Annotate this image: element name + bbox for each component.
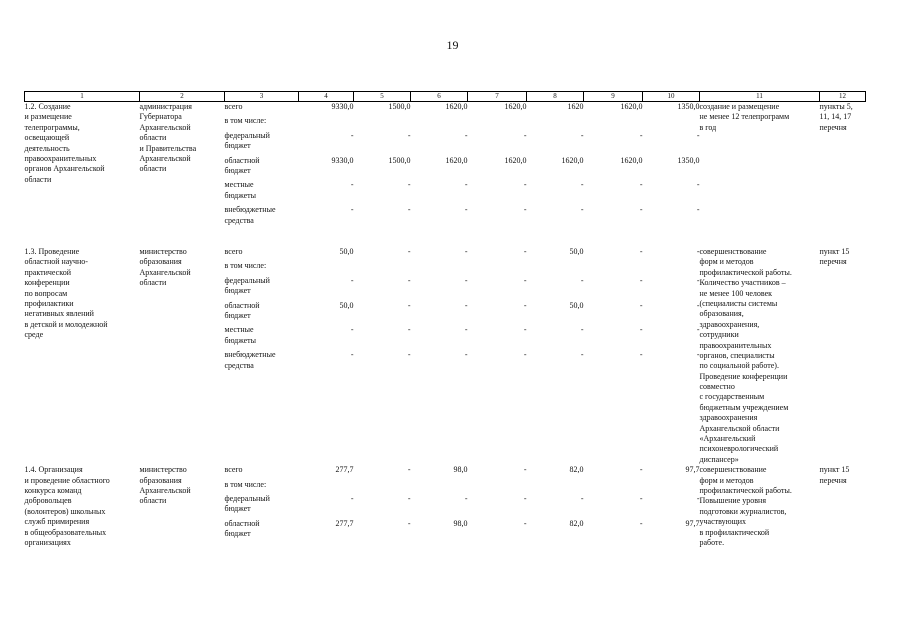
measure-cell-line: 1.2. Создание — [24, 102, 71, 111]
amount-value: 1500,0 — [388, 155, 411, 165]
amount-value — [468, 116, 527, 126]
measure-cell-line: по вопросам — [24, 288, 68, 298]
amount-value: - — [407, 350, 411, 360]
expected-result-cell-line: психоневрологический — [699, 444, 779, 454]
measure-cell-line: в детской и молодежной — [24, 319, 108, 329]
reference-cell-line: пункт 15 — [819, 247, 850, 256]
measure-cell — [25, 247, 140, 465]
amount-value — [584, 116, 643, 126]
funding-source-label: средства — [224, 215, 254, 225]
amount-cell — [411, 102, 468, 248]
amount-value: - — [464, 205, 468, 215]
expected-result-cell-line: здравоохранения — [699, 413, 758, 423]
column-number: 9 — [584, 92, 643, 102]
program-table — [24, 91, 866, 575]
expected-result-cell-line: не менее 100 человек — [699, 288, 773, 298]
funding-source-label: местные — [224, 325, 254, 335]
funding-source — [225, 116, 299, 126]
column-number: 4 — [299, 92, 354, 102]
executor-cell-line: области — [139, 164, 167, 174]
executor-cell-line: области — [139, 496, 167, 506]
amount-value — [584, 480, 643, 490]
amount-value — [299, 261, 354, 271]
amount-value: 98,0 — [453, 465, 468, 475]
funding-source — [225, 131, 299, 152]
amount-value: - — [580, 205, 584, 215]
expected-result-cell-line: Повышение уровня — [699, 496, 766, 506]
amount-value: - — [639, 130, 643, 140]
measure-cell-line: правоохранительных — [24, 153, 97, 163]
amount-value — [299, 480, 354, 490]
amount-value: - — [696, 205, 700, 215]
measure-cell-line: 1.3. Проведение — [24, 247, 80, 256]
amount-value: - — [407, 130, 411, 140]
measure-cell — [25, 465, 140, 575]
funding-source-cell — [225, 247, 299, 465]
expected-result-cell-line: Архангельской области — [699, 423, 780, 433]
amount-value: - — [407, 205, 411, 215]
amount-value: - — [407, 493, 411, 503]
amount-value: - — [523, 325, 527, 335]
amount-value: 1620 — [567, 102, 584, 111]
reference-cell-line: 11, 14, 17 — [819, 112, 852, 122]
amount-value: - — [639, 180, 643, 190]
measure-cell-line: деятельность — [24, 143, 70, 153]
amount-value: - — [696, 493, 700, 503]
measure-cell-line: конкурса команд — [24, 485, 82, 495]
expected-result-cell — [700, 247, 820, 465]
funding-source — [225, 325, 299, 346]
amount-cell — [643, 465, 700, 575]
executor-cell-line: Архангельской — [139, 122, 191, 132]
amount-cell — [354, 102, 411, 248]
amount-value: - — [696, 325, 700, 335]
amount-value: - — [350, 180, 354, 190]
expected-result-cell-line: диспансер» — [699, 454, 739, 464]
column-number: 11 — [700, 92, 820, 102]
amount-value: - — [639, 518, 643, 528]
funding-source — [225, 261, 299, 271]
measure-cell-line: 1.4. Организация — [24, 465, 83, 475]
amount-value: - — [350, 205, 354, 215]
amount-value: - — [639, 300, 643, 310]
funding-source-label: в том числе: — [224, 479, 267, 489]
amount-value: - — [407, 180, 411, 190]
amount-value: - — [407, 518, 411, 528]
funding-source-label: бюджеты — [224, 190, 257, 200]
reference-cell — [820, 102, 866, 248]
amount-value: - — [464, 300, 468, 310]
funding-source-label: всего — [224, 247, 243, 256]
amount-value: - — [580, 493, 584, 503]
expected-result-cell-line: совместно — [699, 382, 735, 392]
amount-value: - — [350, 493, 354, 503]
reference-cell-line: пункт 15 — [819, 465, 850, 475]
amount-value — [643, 480, 700, 490]
amount-value — [411, 480, 468, 490]
executor-cell — [140, 102, 225, 248]
funding-source-label: областной — [224, 518, 260, 528]
measure-cell-line: освещающей — [24, 133, 70, 143]
executor-cell-line: администрация — [139, 102, 192, 111]
expected-result-cell-line: работе. — [699, 537, 725, 547]
executor-cell-line: области — [139, 133, 167, 143]
amount-cell — [411, 247, 468, 465]
funding-source — [225, 494, 299, 515]
amount-value: - — [464, 130, 468, 140]
amount-value: 1620,0 — [561, 155, 584, 165]
measure-cell-line: негативных явлений — [24, 309, 94, 319]
amount-value: - — [464, 275, 468, 285]
executor-cell-line: области — [139, 278, 167, 288]
amount-value: 1620,0 — [445, 155, 468, 165]
funding-source-label: внебюджетные — [224, 350, 276, 360]
measure-cell-line: и проведение областного — [24, 475, 110, 485]
expected-result-cell — [700, 102, 820, 248]
funding-source-label: бюджет — [224, 529, 251, 539]
expected-result-cell — [700, 465, 820, 575]
amount-value: 1620,0 — [504, 155, 527, 165]
measure-cell-line: органов Архангельской — [24, 164, 105, 174]
funding-source-label: областной — [224, 155, 260, 165]
measure-cell-line: областной научно- — [24, 257, 88, 267]
measure-cell-line: служб примирения — [24, 517, 90, 527]
executor-cell-line: Архангельской — [139, 153, 191, 163]
expected-result-cell-line: органов, специалисты — [699, 350, 775, 360]
amount-cell — [584, 247, 643, 465]
column-number: 12 — [820, 92, 866, 102]
amount-value — [354, 261, 411, 271]
amount-value: - — [523, 518, 527, 528]
reference-cell-line: пункты 5, — [819, 102, 853, 111]
expected-result-cell-line: (специалисты системы — [699, 298, 778, 308]
expected-result-cell-line: Количество участников – — [699, 278, 786, 288]
amount-value: - — [696, 350, 700, 360]
expected-result-cell-line: создание и размещение — [699, 102, 780, 111]
amount-value: 50,0 — [569, 300, 584, 310]
expected-result-cell-line: правоохранительных — [699, 340, 772, 350]
column-number-row — [25, 92, 866, 102]
amount-value: - — [696, 300, 700, 310]
amount-cell — [527, 102, 584, 248]
reference-cell — [820, 247, 866, 465]
amount-value: 50,0 — [339, 300, 354, 310]
amount-value: 1620,0 — [445, 102, 468, 111]
executor-cell — [140, 247, 225, 465]
funding-source — [225, 102, 299, 112]
amount-value: 1350,0 — [677, 155, 700, 165]
amount-cell — [584, 465, 643, 575]
funding-source — [225, 276, 299, 297]
expected-result-cell-line: совершенствование — [699, 465, 767, 475]
amount-cell — [468, 465, 527, 575]
amount-value: - — [523, 275, 527, 285]
column-number: 10 — [643, 92, 700, 102]
funding-source — [225, 519, 299, 540]
column-number: 7 — [468, 92, 527, 102]
funding-source-cell — [225, 465, 299, 575]
measure-cell-line: добровольцев — [24, 496, 72, 506]
column-number: 5 — [354, 92, 411, 102]
executor-cell-line: Архангельской — [139, 485, 191, 495]
amount-cell — [468, 247, 527, 465]
amount-value: - — [523, 180, 527, 190]
amount-value: 1500,0 — [388, 102, 411, 111]
expected-result-cell-line: не менее 12 телепрограмм — [699, 112, 790, 122]
amount-value — [527, 480, 584, 490]
table-row — [25, 465, 866, 575]
expected-result-cell-line: участвующих — [699, 517, 747, 527]
funding-source-label: бюджет — [224, 286, 251, 296]
expected-result-cell-line: бюджетным учреждением — [699, 402, 789, 412]
amount-value: 50,0 — [569, 247, 584, 256]
funding-source-label: бюджет — [224, 310, 251, 320]
page-number: 19 — [446, 38, 459, 52]
amount-value: - — [523, 350, 527, 360]
reference-cell-line: перечня — [819, 475, 847, 485]
funding-source — [225, 301, 299, 322]
expected-result-cell-line: по социальной работе). — [699, 361, 779, 371]
amount-value — [411, 116, 468, 126]
amount-value: 82,0 — [569, 465, 584, 475]
funding-source-label: областной — [224, 300, 260, 310]
amount-value: - — [580, 350, 584, 360]
measure-cell-line: организациях — [24, 537, 71, 547]
column-number: 2 — [140, 92, 225, 102]
amount-value — [527, 261, 584, 271]
funding-source — [225, 156, 299, 177]
executor-cell-line: образования — [139, 475, 182, 485]
amount-value: - — [350, 130, 354, 140]
amount-value: 97,7 — [685, 465, 700, 475]
amount-cell — [527, 465, 584, 575]
amount-cell — [527, 247, 584, 465]
column-number: 6 — [411, 92, 468, 102]
amount-value: - — [407, 300, 411, 310]
amount-value: - — [464, 325, 468, 335]
amount-value: - — [523, 493, 527, 503]
funding-source — [225, 205, 299, 226]
amount-value: - — [407, 465, 411, 475]
amount-value: - — [580, 325, 584, 335]
amount-value: 9330,0 — [331, 102, 354, 111]
amount-value: - — [523, 205, 527, 215]
amount-value: - — [464, 180, 468, 190]
measure-cell-line: конференции — [24, 278, 70, 288]
expected-result-cell-line: форм и методов — [699, 475, 754, 485]
expected-result-cell-line: здравоохранения, — [699, 319, 760, 329]
expected-result-cell-line: форм и методов — [699, 257, 754, 267]
amount-value — [468, 480, 527, 490]
amount-value: - — [523, 465, 527, 475]
amount-value: - — [464, 350, 468, 360]
executor-cell-line: Архангельской — [139, 267, 191, 277]
funding-source-label: в том числе: — [224, 261, 267, 271]
amount-value — [584, 261, 643, 271]
amount-value: - — [523, 247, 527, 256]
expected-result-cell-line: сотрудники — [699, 330, 739, 340]
expected-result-cell-line: с государственным — [699, 392, 765, 402]
measure-cell-line: области — [24, 174, 52, 184]
reference-cell — [820, 465, 866, 575]
amount-value: - — [639, 247, 643, 256]
amount-value: - — [639, 350, 643, 360]
amount-value: - — [639, 465, 643, 475]
funding-source-label: бюджет — [224, 165, 251, 175]
measure-cell — [25, 102, 140, 248]
amount-cell — [299, 465, 354, 575]
amount-value: 97,7 — [685, 518, 700, 528]
executor-cell-line: Губернатора — [139, 112, 182, 122]
funding-source-cell — [225, 102, 299, 248]
expected-result-cell-line: «Архангельский — [699, 434, 756, 444]
amount-value: - — [696, 247, 700, 256]
amount-value: 98,0 — [453, 518, 468, 528]
amount-cell — [354, 247, 411, 465]
reference-cell-line: перечня — [819, 122, 847, 132]
table-row — [25, 102, 866, 248]
amount-value — [527, 116, 584, 126]
amount-value: - — [350, 275, 354, 285]
table-body — [25, 102, 866, 576]
measure-cell-line: телепрограммы, — [24, 122, 80, 132]
funding-source-label: внебюджетные — [224, 205, 276, 215]
amount-cell — [584, 102, 643, 248]
amount-value: - — [523, 300, 527, 310]
amount-value: - — [464, 493, 468, 503]
executor-cell-line: министерство — [139, 247, 187, 256]
amount-value: 1350,0 — [677, 102, 700, 111]
amount-value: - — [580, 130, 584, 140]
funding-source-label: всего — [224, 465, 243, 475]
amount-value — [354, 116, 411, 126]
amount-cell — [643, 247, 700, 465]
funding-source-label: бюджет — [224, 141, 251, 151]
amount-value: - — [696, 180, 700, 190]
amount-value: - — [407, 247, 411, 256]
funding-source-label: местные — [224, 180, 254, 190]
amount-value: 277,7 — [335, 518, 354, 528]
column-number: 8 — [527, 92, 584, 102]
funding-source-label: федеральный — [224, 493, 270, 503]
table-row — [25, 247, 866, 465]
amount-value: - — [639, 205, 643, 215]
amount-value: 9330,0 — [331, 155, 354, 165]
amount-value: - — [639, 325, 643, 335]
amount-value: - — [580, 180, 584, 190]
expected-result-cell-line: подготовки журналистов, — [699, 506, 787, 516]
funding-source — [225, 480, 299, 490]
measure-cell-line: в общеобразовательных — [24, 527, 107, 537]
expected-result-cell-line: профилактической работы. — [699, 267, 792, 277]
amount-value: 277,7 — [335, 465, 354, 475]
amount-cell — [354, 465, 411, 575]
amount-value: - — [407, 325, 411, 335]
amount-value: 1620,0 — [620, 155, 643, 165]
expected-result-cell-line: совершенствование — [699, 247, 767, 256]
amount-cell — [643, 102, 700, 248]
amount-value — [299, 116, 354, 126]
funding-source-label: федеральный — [224, 130, 270, 140]
executor-cell-line: образования — [139, 257, 182, 267]
expected-result-cell-line: профилактической работы. — [699, 485, 792, 495]
funding-source-label: бюджет — [224, 504, 251, 514]
amount-value: - — [407, 275, 411, 285]
amount-value: - — [580, 275, 584, 285]
column-number: 3 — [225, 92, 299, 102]
funding-source-label: федеральный — [224, 275, 270, 285]
amount-value: - — [350, 325, 354, 335]
funding-source-label: всего — [224, 102, 243, 111]
funding-source — [225, 247, 299, 257]
amount-value: - — [523, 130, 527, 140]
amount-value: - — [639, 493, 643, 503]
executor-cell-line: и Правительства — [139, 143, 197, 153]
amount-cell — [299, 247, 354, 465]
amount-value: - — [350, 350, 354, 360]
amount-value — [411, 261, 468, 271]
reference-cell-line: перечня — [819, 257, 847, 267]
amount-value — [643, 261, 700, 271]
amount-value — [468, 261, 527, 271]
expected-result-cell-line: в профилактической — [699, 527, 770, 537]
expected-result-cell-line: Проведение конференции — [699, 371, 788, 381]
measure-cell-line: профилактики — [24, 298, 74, 308]
amount-value: - — [696, 275, 700, 285]
funding-source-label: бюджеты — [224, 335, 257, 345]
amount-cell — [411, 465, 468, 575]
measure-cell-line: среде — [24, 330, 44, 340]
funding-source-label: средства — [224, 360, 254, 370]
funding-source — [225, 465, 299, 475]
amount-value: 50,0 — [339, 247, 354, 256]
funding-source — [225, 350, 299, 371]
measure-cell-line: и размещение — [24, 112, 72, 122]
funding-source-label: в том числе: — [224, 116, 267, 126]
amount-cell — [299, 102, 354, 248]
measure-cell-line: практической — [24, 267, 71, 277]
amount-value: 1620,0 — [620, 102, 643, 111]
amount-value: - — [464, 247, 468, 256]
column-number: 1 — [25, 92, 140, 102]
expected-result-cell-line: образования, — [699, 309, 744, 319]
expected-result-cell-line: в год — [699, 122, 717, 132]
amount-value: - — [696, 130, 700, 140]
executor-cell-line: министерство — [139, 465, 187, 475]
amount-value: 82,0 — [569, 518, 584, 528]
measure-cell-line: (волонтеров) школьных — [24, 506, 106, 516]
executor-cell — [140, 465, 225, 575]
funding-source — [225, 180, 299, 201]
amount-value — [354, 480, 411, 490]
amount-cell — [468, 102, 527, 248]
amount-value — [643, 116, 700, 126]
amount-value: 1620,0 — [504, 102, 527, 111]
amount-value: - — [639, 275, 643, 285]
